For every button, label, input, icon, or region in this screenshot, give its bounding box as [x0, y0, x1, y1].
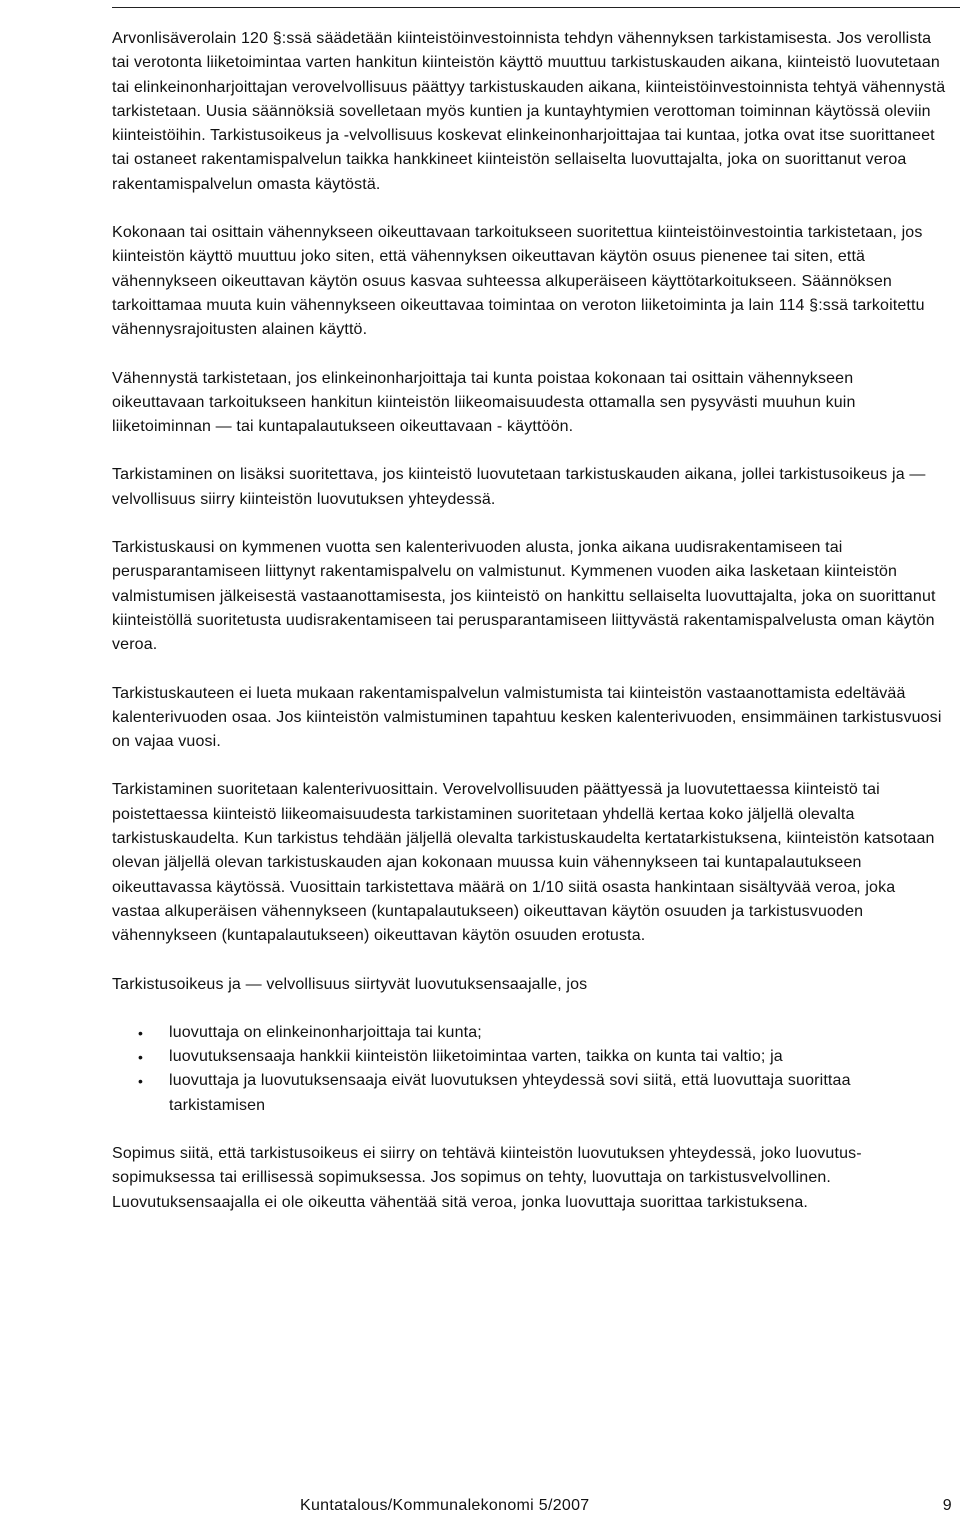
conditions-list [112, 1021, 946, 1118]
paragraph-5: Tarkistuskausi on kymmenen vuotta sen kalenterivuoden alusta, jonka aikana uudisrakentamiseen tai perusparantamiseen liittynyt rakentamispalvelu on valmistunut. Kymmenen vuoden aika lasketaan kiinteistön valmistumisen jälkeisestä vastaanottamisesta, jos kiinteistö on hankittu sellaiselta luovuttajalta, joka on suorittanut kiinteistöllä suoritetusta uudisrakentamiseen tai perusparantamiseen liittyvästä rakentamispalvelusta oman käytön veroa. [112, 539, 936, 654]
bullet-icon: • [138, 1024, 144, 1041]
paragraph-3: Vähennystä tarkistetaan, jos elinkeinonharjoittaja tai kunta poistaa kokonaan tai osittain vähennykseen oikeuttavaan tarkoitukseen hankitun kiinteistön liikeomaisuudesta ottamalla sen pysyvästi muuhun kuin liiketoiminnan — tai kuntapalautukseen oikeuttavaan - käyttöön. [112, 369, 856, 436]
paragraph-6: Tarkistuskauteen ei lueta mukaan rakentamispalvelun valmistumista tai kiinteistön vastaanottamista edeltävää kalenterivuoden osaa. Jos kiinteistön valmistuminen tapahtuu kesken kalenterivuoden, ensimmäinen tarkistusvuosi on vajaa vuosi. [112, 684, 942, 751]
page-number: 9 [942, 1497, 952, 1514]
bullet-icon: • [138, 1073, 144, 1090]
closing-paragraph: Sopimus siitä, että tarkistusoikeus ei siirry on tehtävä kiinteistön luovutuksen yhteydessä, joko luovutus-sopimuksessa tai erillisessä sopimuksessa. Jos sopimus on tehty, luovuttaja on tarkistusvelvollinen. Luovutuksensaajalla ei ole oikeutta vähentää sitä veroa, jonka luovuttaja suorittaa tarkistuksena. [112, 1144, 862, 1211]
list-item [138, 1045, 946, 1069]
publication-name: Kuntatalous/Kommunalekonomi 5/2007 [300, 1497, 590, 1514]
body-text [112, 27, 946, 1239]
list-item-text: luovuttaja on elinkeinonharjoittaja tai kunta; [169, 1023, 482, 1041]
paragraph-1: Arvonlisäverolain 120 §:ssä säädetään kiinteistöinvestoinnista tehdyn vähennyksen tarkistamisesta. Jos verollista tai verotonta liiketoimintaa varten hankitun kiinteistön käyttö muuttuu tarkistuskauden aikana, kiinteistö luovutetaan tai elinkeinonharjoittajan verovelvollisuus päättyy tarkistuskauden aikana, kiinteistöinvestoinnista tehtyä vähennystä tarkistetaan. Uusia säännöksiä sovelletaan myös kuntien ja kuntayhtymien verottoman toiminnan käytössä oleviin kiinteistöihin. Tarkistusoikeus ja -velvollisuus koskevat elinkeinonharjoittajaa tai kuntaa, jotka ovat itse suorittaneet tai ostaneet rakentamispalvelun taikka hankkineet kiinteistön sellaiselta luovuttajalta, joka on suorittanut veroa rakentamispalvelun omasta käytöstä. [112, 30, 946, 193]
list-item [138, 1021, 946, 1045]
paragraph-8: Tarkistusoikeus ja — velvollisuus siirtyvät luovutuksensaajalle, jos [112, 975, 588, 993]
list-item [138, 1069, 946, 1118]
list-item-text: luovutuksensaaja hankkii kiinteistön liiketoimintaa varten, taikka on kunta tai valtio; ja [169, 1048, 783, 1066]
list-item-text: luovuttaja ja luovutuksensaaja eivät luovutuksen yhteydessä sovi siitä, että luovuttaja suorittaa tarkistamisen [169, 1072, 851, 1114]
paragraph-7: Tarkistaminen suoritetaan kalenterivuosittain. Verovelvollisuuden päättyessä ja luovutettaessa kiinteistö tai poistettaessa kiinteistö liikeomaisuudesta tarkistaminen suoritetaan yhdellä kertaa koko jäljellä olevalta tarkistuskaudelta. Kun tarkistus tehdään jäljellä olevalta tarkistuskaudelta kertatarkistuksena, kiinteistön katsotaan olevan jäljellä olevan tarkistuskauden ajan kokonaan muussa kuin vähennykseen tai kuntapalautukseen oikeuttavassa käytössä. Vuosittain tarkistettava määrä on 1/10 siitä osasta hankintaan sisältyvää veroa, joka vastaa alkuperäisen vähennykseen (kuntapalautukseen) oikeuttavan käytön osuuden ja tarkistusvuoden vähennykseen (kuntapalautukseen) oikeuttavan käytön osuuden erotusta. [112, 781, 935, 945]
paragraph-2: Kokonaan tai osittain vähennykseen oikeuttavaan tarkoitukseen suoritettua kiinteistöinvestointia tarkistetaan, jos kiinteistön käyttö muuttuu joko siten, että vähennyksen oikeuttavan käytön osuus pienenee tai siten, että vähennykseen oikeuttavan käytön osuus kasvaa suhteessa alkuperäiseen käyttötarkoitukseen. Säännöksen tarkoittamaa muuta kuin vähennykseen oikeuttavaa toimintaa on veroton liiketoiminta ja lain 114 §:ssä tarkoitettu vähennysrajoitusten alainen käyttö. [112, 224, 925, 339]
header-rule [112, 7, 960, 8]
bullet-icon: • [138, 1049, 144, 1066]
paragraph-4: Tarkistaminen on lisäksi suoritettava, jos kiinteistö luovutetaan tarkistuskauden aikana, jollei tarkistusoikeus ja — velvollisuus siirry kiinteistön luovutuksen yhteydessä. [112, 466, 926, 508]
